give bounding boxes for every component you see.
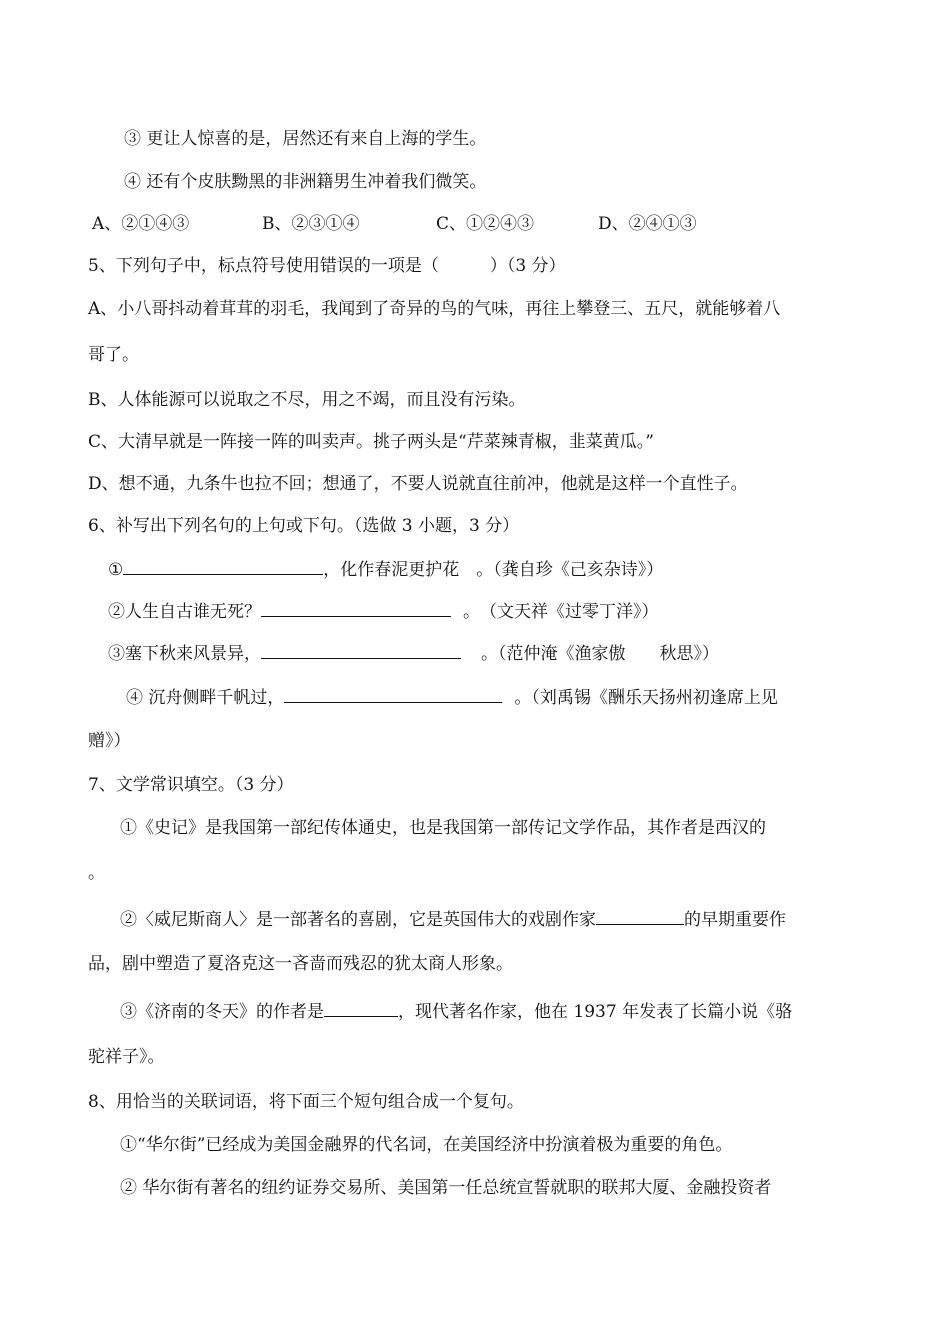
q5-option-b: B、人体能源可以说取之不尽，用之不竭，而且没有污染。 [88, 390, 526, 410]
q6-item-3: ③塞下秋来风景异， 。（范仲淹《渔家傲 秋思》） [108, 640, 719, 666]
q6-item-4: ④ 沉舟侧畔千帆过， 。（刘禹锡《酬乐天扬州初逢席上见 [126, 684, 778, 710]
q6-stem: 6、补写出下列名句的上句或下句。（选做 3 小题，3 分） [88, 516, 520, 536]
q4-option-d: D、②④①③ [598, 214, 697, 234]
q5-option-a: A、小八哥抖动着茸茸的羽毛，我闻到了奇异的鸟的气味，再往上攀登三、五尺，就能够着八 [88, 299, 781, 319]
q6-item-2: ②人生自古谁无死？ 。 （文天祥《过零丁洋》） [108, 598, 659, 624]
q7-item-3-cont: 驼祥子》。 [88, 1047, 165, 1067]
q6-item-1-blank[interactable] [123, 556, 323, 575]
q5-option-d: D、想不通，九条牛也拉不回；想通了，不要人说就直往前冲，他就是这样一个直性子。 [88, 474, 748, 494]
q7-item-2-blank[interactable] [596, 906, 684, 925]
q8-item-2: ② 华尔街有著名的纽约证券交易所、美国第一任总统宣誓就职的联邦大厦、金融投资者 [120, 1178, 772, 1198]
q5-stem: 5、下列句子中，标点符号使用错误的一项是（ ）（3 分） [88, 256, 566, 276]
q4-option-b: B、②③①④ [262, 214, 360, 234]
q6-item-3-blank[interactable] [261, 640, 461, 659]
q7-item-2-cont: 品，剧中塑造了夏洛克这一吝啬而残忍的犹太商人形象。 [88, 954, 513, 974]
q7-item-3: ③《济南的冬天》的作者是 ，现代著名作家，他在 1937 年发表了长篇小说《骆 [120, 998, 792, 1024]
q4-sentence-4: ④ 还有个皮肤黝黑的非洲籍男生冲着我们微笑。 [124, 172, 487, 192]
q4-option-c: C、①②④③ [436, 214, 535, 234]
q6-item-4-blank[interactable] [284, 684, 502, 703]
q7-item-3-blank[interactable] [324, 998, 398, 1017]
q4-option-a: A、②①④③ [92, 214, 190, 234]
q8-stem: 8、用恰当的关联词语，将下面三个短句组合成一个复句。 [88, 1092, 524, 1112]
q6-item-2-blank[interactable] [261, 598, 451, 617]
q4-sentence-3: ③ 更让人惊喜的是，居然还有来自上海的学生。 [124, 129, 487, 149]
q5-option-a-cont: 哥了。 [88, 345, 139, 365]
q8-item-1: ①“华尔街”已经成为美国金融界的代名词，在美国经济中扮演着极为重要的角色。 [120, 1135, 733, 1155]
q7-item-1-cont: 。 [88, 863, 105, 883]
q6-item-1: ① ，化作春泥更护花 。（龚自珍《己亥杂诗》） [108, 556, 663, 582]
q7-item-2: ②〈威尼斯商人〉是一部著名的喜剧，它是英国伟大的戏剧作家 的早期重要作 [120, 906, 786, 932]
q7-item-1: ①《史记》是我国第一部纪传体通史，也是我国第一部传记文学作品，其作者是西汉的 [120, 818, 766, 838]
q7-stem: 7、文学常识填空。（3 分） [88, 775, 294, 795]
q6-item-4-cont: 赠》） [88, 731, 131, 751]
q5-option-c: C、大清早就是一阵接一阵的叫卖声。挑子两头是“芹菜辣青椒，韭菜黄瓜。” [88, 432, 654, 452]
